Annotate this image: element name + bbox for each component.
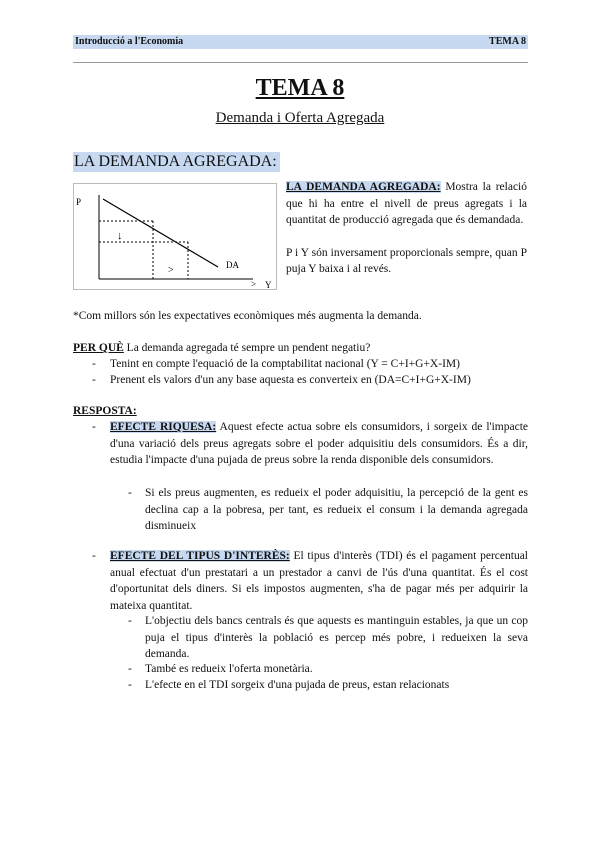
interes-sub-dash-1: -: [128, 615, 132, 627]
graph-arrow-right: >: [168, 265, 174, 276]
resposta-label: RESPOSTA:: [73, 405, 137, 417]
graph-arrow-down: ↓: [117, 230, 123, 242]
expectations-note: *Com millors són les expectatives econòmiques més augmenta la demanda.: [73, 310, 422, 322]
perque-dash-2: -: [92, 374, 96, 386]
graph-y-label: Y: [265, 280, 272, 290]
perque-item-2: Prenent els valors d'un any base aquesta es converteix en (DA=C+I+G+X-IM): [110, 374, 471, 386]
interes-sub-1: L'objectiu dels bancs centrals és que aquests es mantinguin estables, ja que un cop puja el tipus d'interès la població es percep més pobre, i redueixen la seva demanda.: [145, 615, 528, 660]
page-header: [73, 35, 528, 49]
interes-sub-dash-2: -: [128, 663, 132, 675]
graph-arrow-y: >: [251, 279, 257, 289]
definition-para2: P i Y són inversament proporcionals sempre, quan P puja Y baixa i al revés.: [286, 246, 527, 275]
definition-block: [286, 179, 527, 278]
definition-term: LA DEMANDA AGREGADA:: [286, 181, 441, 193]
perque-question: La demanda agregada té sempre un pendent negatiu?: [123, 342, 371, 354]
graph-da-label: DA: [226, 260, 239, 270]
page-title: TEMA 8: [255, 75, 345, 101]
graph-p-label: P: [76, 197, 82, 207]
perque-dash-1: -: [92, 358, 96, 370]
page-subtitle: Demanda i Oferta Agregada: [215, 110, 385, 126]
header-rule: [73, 62, 528, 63]
perque-item-1: Tenint en compte l'equació de la comptabilitat nacional (Y = C+I+G+X-IM): [110, 358, 460, 370]
interes-sub-3: L'efecte en el TDI sorgeix d'una pujada de preus, estan relacionats: [145, 679, 450, 691]
perque-label: PER QUÈ: [73, 342, 124, 354]
definition-text: Mostra la relació que hi ha entre el nivell de preus agregats i la quantitat de producció agregada que és demandada.: [286, 181, 527, 226]
riquesa-sub-dash: -: [128, 487, 132, 499]
perque-line: [73, 340, 528, 357]
section-heading: LA DEMANDA AGREGADA:: [73, 152, 280, 172]
header-topic: TEMA 8: [489, 36, 526, 47]
interes-dash: -: [92, 550, 96, 562]
interes-sub-2: També es redueix l'oferta monetària.: [145, 663, 313, 675]
interes-sub-dash-3: -: [128, 679, 132, 691]
header-course: Introducció a l'Economia: [75, 36, 184, 47]
riquesa-label: EFECTE RIQUESA:: [110, 421, 217, 433]
riquesa-text: Aquest efecte actua sobre els consumidors, i sorgeix de l'impacte d'una variació dels preus agregats sobre el poder adquisitiu dels consumidors. És a dir, estudia l'impacte d'una pujada de preus sobre la renda disponible dels consumidors.: [110, 421, 529, 466]
riquesa-paragraph: [110, 419, 528, 469]
interes-label: EFECTE DEL TIPUS D'INTERÈS:: [110, 550, 290, 562]
interes-paragraph: [110, 548, 528, 614]
riquesa-sub: Si els preus augmenten, es redueix el poder adquisitiu, la percepció de la gent es declina cap a la pobresa, per tant, es redueix el consum i la demanda agregada disminueix: [145, 487, 528, 532]
demand-graph: [73, 183, 277, 290]
riquesa-dash: -: [92, 421, 96, 433]
interes-text: El tipus d'interès (TDI) és el pagament percentual anual efectuat d'un prestatari a un prestador a canvi de l'ús d'una quantitat. És el cost d'oportunitat dels diners. Si els impostos augmenten, s'ha de pagar més per adquirir la mateixa quantitat.: [110, 550, 528, 612]
